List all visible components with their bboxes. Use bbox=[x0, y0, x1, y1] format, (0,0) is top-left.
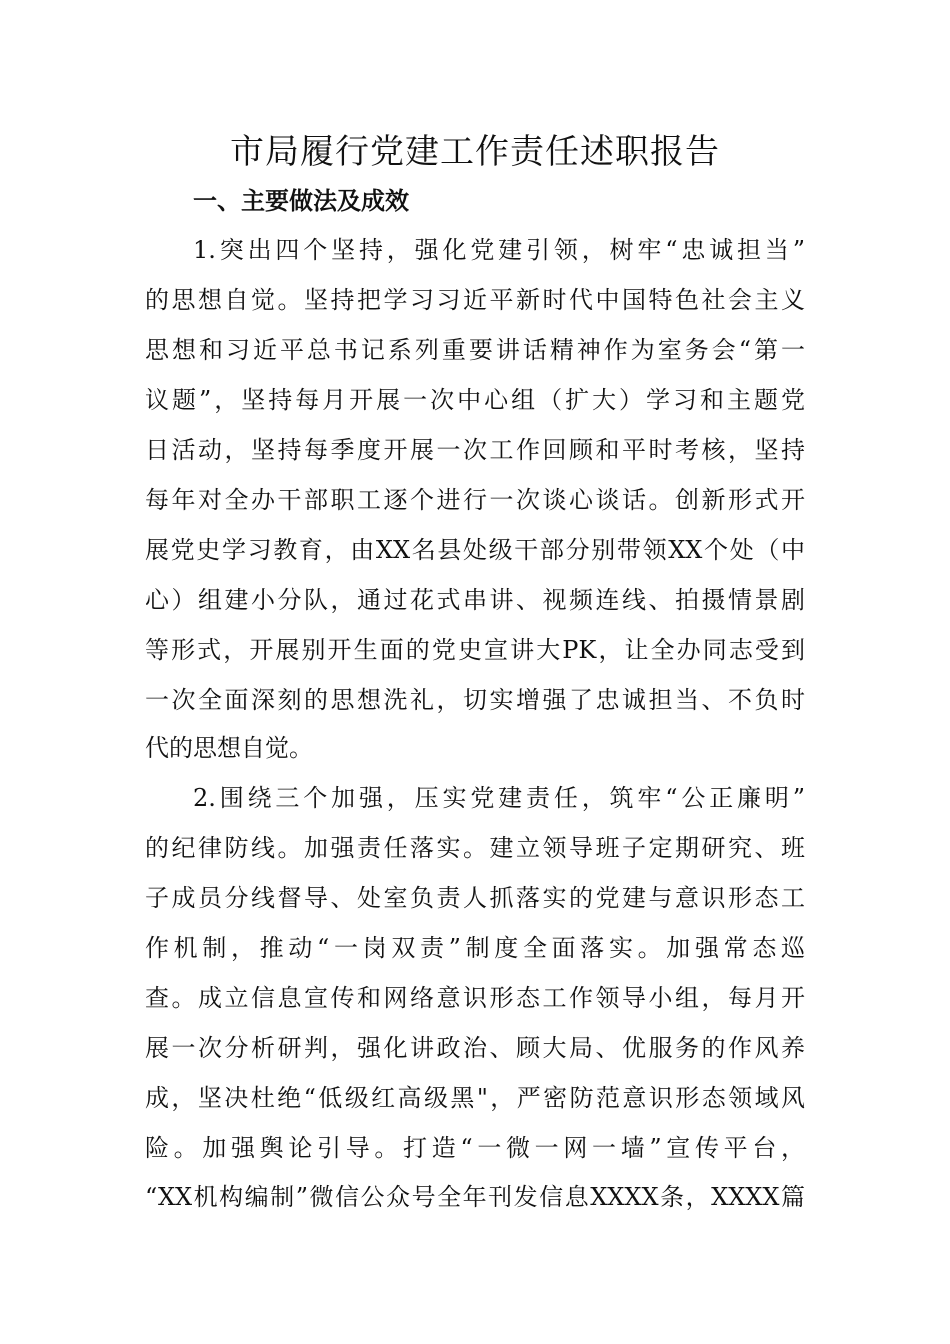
paragraph-1-line: 展党史学习教育，由XX名县处级干部分别带领XX个处（中 bbox=[145, 536, 805, 564]
paragraph-2-line: 2.围绕三个加强，压实党建责任，筑牢“公正廉明” bbox=[193, 784, 805, 812]
paragraph-2-line: “XX机构编制”微信公众号全年刊发信息XXXX条，XXXX篇 bbox=[145, 1183, 805, 1211]
paragraph-2-line: 查。成立信息宣传和网络意识形态工作领导小组，每月开 bbox=[145, 984, 805, 1012]
paragraph-2-line: 子成员分线督导、处室负责人抓落实的党建与意识形态工 bbox=[145, 884, 805, 912]
paragraph-2-line: 的纪律防线。加强责任落实。建立领导班子定期研究、班 bbox=[145, 834, 805, 862]
paragraph-1-line: 一次全面深刻的思想洗礼，切实增强了忠诚担当、不负时 bbox=[145, 686, 805, 714]
paragraph-1-line: 每年对全办干部职工逐个进行一次谈心谈话。创新形式开 bbox=[145, 486, 805, 514]
paragraph-1-line: 议题”，坚持每月开展一次中心组（扩大）学习和主题党 bbox=[145, 386, 805, 414]
paragraph-2-line: 成，坚决杜绝“低级红高级黑"，严密防范意识形态领域风 bbox=[145, 1084, 805, 1112]
paragraph-1-line: 1.突出四个坚持，强化党建引领，树牢“忠诚担当” bbox=[193, 236, 805, 264]
paragraph-1-line: 日活动，坚持每季度开展一次工作回顾和平时考核，坚持 bbox=[145, 436, 805, 464]
paragraph-2-line: 作机制，推动“一岗双责”制度全面落实。加强常态巡 bbox=[145, 934, 805, 962]
document-title: 市局履行党建工作责任述职报告 bbox=[230, 132, 720, 172]
paragraph-1-line: 思想和习近平总书记系列重要讲话精神作为室务会“第一 bbox=[145, 336, 805, 364]
paragraph-2-line: 险。加强舆论引导。打造“一微一网一墙”宣传平台， bbox=[145, 1134, 805, 1162]
paragraph-1-line: 代的思想自觉。 bbox=[145, 734, 313, 762]
paragraph-1-line: 的思想自觉。坚持把学习习近平新时代中国特色社会主义 bbox=[145, 286, 805, 314]
paragraph-1-line: 心）组建小分队，通过花式串讲、视频连线、拍摄情景剧 bbox=[145, 586, 805, 614]
section-heading: 一、主要做法及成效 bbox=[193, 187, 409, 215]
paragraph-2-line: 展一次分析研判，强化讲政治、顾大局、优服务的作风养 bbox=[145, 1034, 805, 1062]
paragraph-1-line: 等形式，开展别开生面的党史宣讲大PK，让全办同志受到 bbox=[145, 636, 805, 664]
